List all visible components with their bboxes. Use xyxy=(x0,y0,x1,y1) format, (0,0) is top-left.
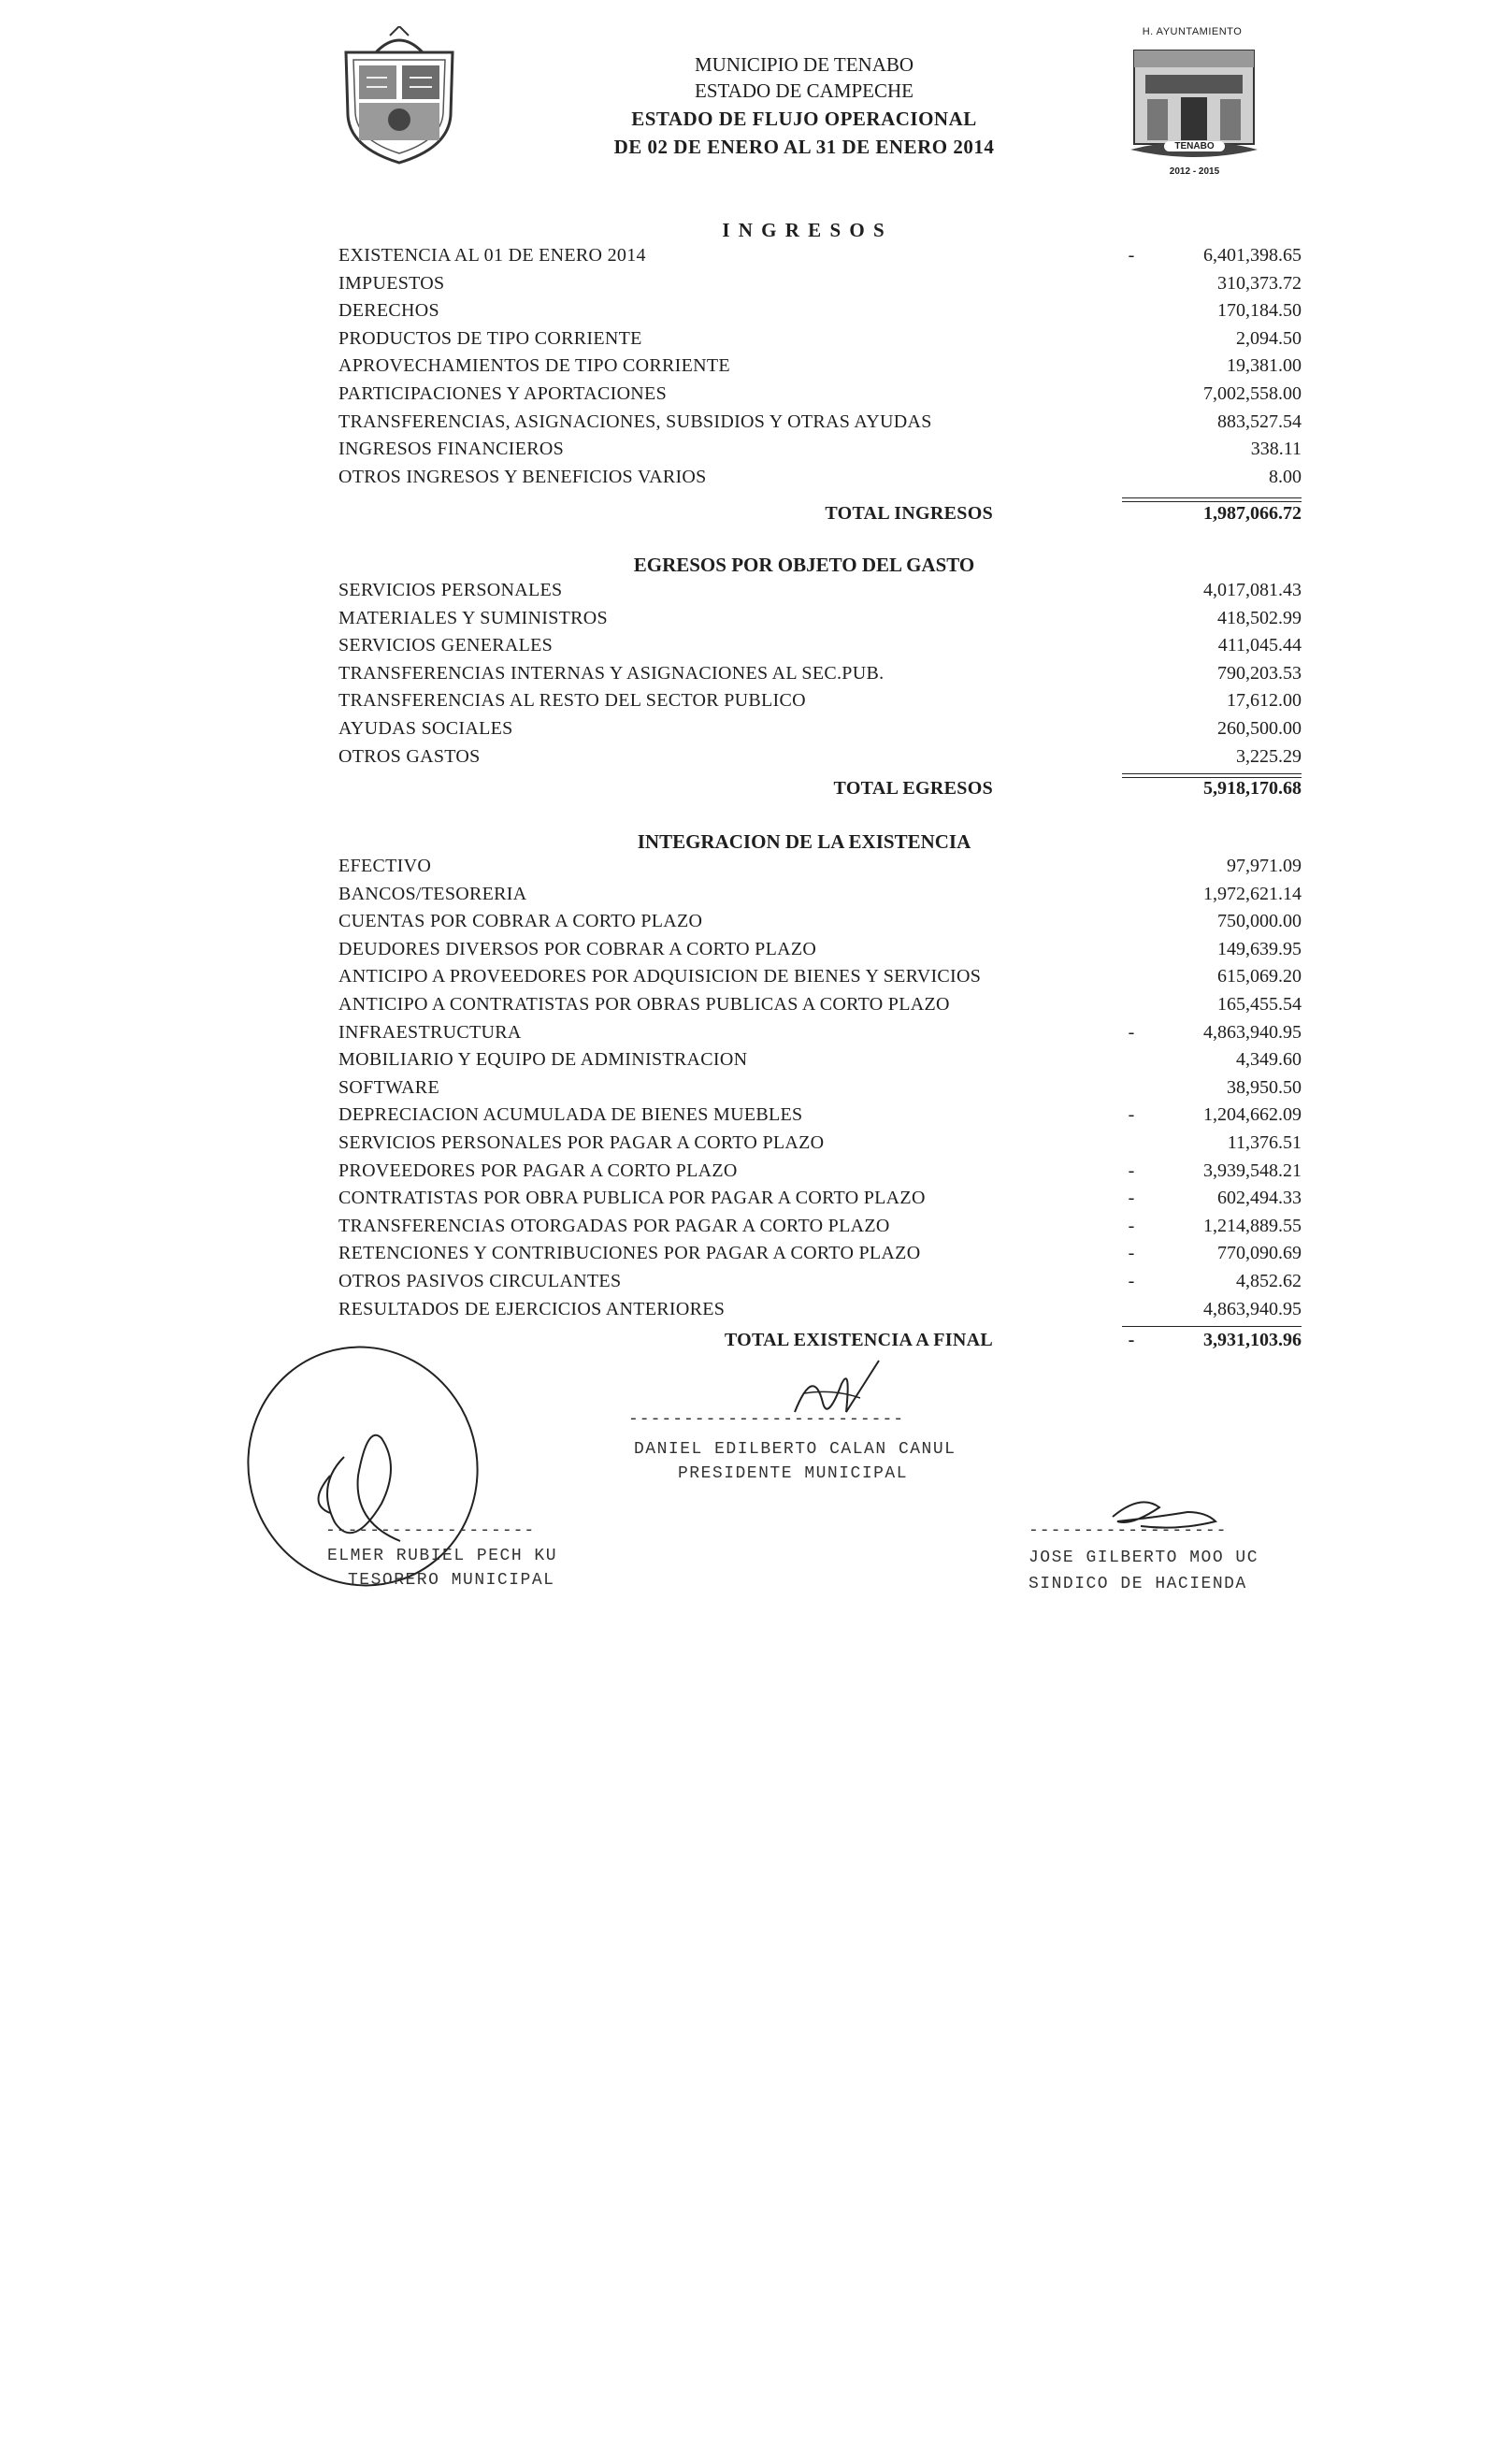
ingresos-row-label: EXISTENCIA AL 01 DE ENERO 2014 xyxy=(338,245,646,266)
ayuntamiento-period: 2012 - 2015 xyxy=(1169,166,1220,177)
egresos-row-label: OTROS GASTOS xyxy=(338,745,481,767)
integracion-row-negative-sign: - xyxy=(1128,1021,1135,1043)
ingresos-row-label: PRODUCTOS DE TIPO CORRIENTE xyxy=(338,327,642,349)
ingresos-title: I N G R E S O S xyxy=(722,219,886,241)
integracion-row xyxy=(338,1104,1302,1131)
egresos-rule-1 xyxy=(1122,773,1302,774)
integracion-row-amount: 4,863,940.95 xyxy=(1203,1298,1302,1319)
report-title: ESTADO DE FLUJO OPERACIONAL xyxy=(631,108,977,130)
integracion-row-label: SERVICIOS PERSONALES POR PAGAR A CORTO PLAZO xyxy=(338,1132,825,1153)
city-hall-logo xyxy=(1127,39,1262,180)
egresos-row xyxy=(338,663,1302,690)
integracion-row xyxy=(338,1243,1302,1270)
ingresos-row-amount: 7,002,558.00 xyxy=(1203,383,1302,404)
egresos-total-label: TOTAL EGRESOS xyxy=(833,778,993,799)
ingresos-row xyxy=(338,273,1302,300)
integracion-total-negative-sign: - xyxy=(1128,1330,1135,1350)
integracion-row-label: EFECTIVO xyxy=(338,856,432,876)
integracion-row-label: RESULTADOS DE EJERCICIOS ANTERIORES xyxy=(338,1298,726,1319)
integracion-row-amount: 1,972,621.14 xyxy=(1203,883,1302,904)
egresos-row-label: TRANSFERENCIAS INTERNAS Y ASIGNACIONES AL SEC.PUB. xyxy=(338,662,885,684)
integracion-row-amount: 97,971.09 xyxy=(1227,856,1302,876)
ingresos-row-label: IMPUESTOS xyxy=(338,272,445,294)
ingresos-row-label: OTROS INGRESOS Y BENEFICIOS VARIOS xyxy=(338,466,707,487)
integracion-row xyxy=(338,1077,1302,1104)
ingresos-total-row xyxy=(338,503,1302,533)
syndic-signature-line: ------------------ xyxy=(1028,1521,1228,1540)
integracion-total-amount: 3,931,103.96 xyxy=(1203,1330,1302,1350)
ingresos-row xyxy=(338,467,1302,494)
integracion-row-amount: 4,852.62 xyxy=(1236,1271,1302,1291)
egresos-row-label: SERVICIOS PERSONALES xyxy=(338,580,563,600)
egresos-total-row xyxy=(338,778,1302,808)
ingresos-total-label: TOTAL INGRESOS xyxy=(825,503,993,524)
integracion-row-label: MOBILIARIO Y EQUIPO DE ADMINISTRACION xyxy=(338,1049,748,1071)
egresos-row-label: AYUDAS SOCIALES xyxy=(338,718,513,739)
integracion-row-amount: 3,939,548.21 xyxy=(1203,1160,1302,1181)
ingresos-total-amount: 1,987,066.72 xyxy=(1203,503,1302,524)
integracion-row-negative-sign: - xyxy=(1128,1215,1135,1236)
integracion-row xyxy=(338,1132,1302,1160)
integracion-row-amount: 602,494.33 xyxy=(1217,1188,1302,1209)
syndic-title: SINDICO DE HACIENDA xyxy=(1028,1575,1247,1593)
integracion-row-negative-sign: - xyxy=(1128,1160,1135,1181)
integracion-row-label: TRANSFERENCIAS OTORGADAS POR PAGAR A CORTO PLAZO xyxy=(338,1215,890,1236)
integracion-row-amount: 4,349.60 xyxy=(1236,1049,1302,1071)
egresos-row xyxy=(338,690,1302,717)
integracion-row xyxy=(338,966,1302,993)
integracion-row xyxy=(338,856,1302,883)
integracion-row-amount: 4,863,940.95 xyxy=(1203,1021,1302,1043)
egresos-row-amount: 3,225.29 xyxy=(1236,745,1302,767)
integracion-title: INTEGRACION DE LA EXISTENCIA xyxy=(637,830,971,853)
ingresos-row-amount: 6,401,398.65 xyxy=(1203,245,1302,266)
ayuntamiento-banner: TENABO xyxy=(1164,141,1225,151)
integracion-rule xyxy=(1122,1326,1302,1327)
ingresos-row-label: TRANSFERENCIAS, ASIGNACIONES, SUBSIDIOS Y OTRAS AYUDAS xyxy=(338,411,932,432)
ayuntamiento-label: H. AYUNTAMIENTO xyxy=(1142,26,1243,37)
ingresos-row-amount: 338.11 xyxy=(1250,439,1302,460)
integracion-row-label: CUENTAS POR COBRAR A CORTO PLAZO xyxy=(338,911,703,932)
integracion-row xyxy=(338,911,1302,938)
ingresos-row-amount: 310,373.72 xyxy=(1217,272,1302,294)
ingresos-row xyxy=(338,328,1302,355)
integracion-row-amount: 615,069.20 xyxy=(1217,966,1302,987)
integracion-row xyxy=(338,1216,1302,1243)
integracion-row xyxy=(338,994,1302,1021)
integracion-row-label: ANTICIPO A PROVEEDORES POR ADQUISICION DE BIENES Y SERVICIOS xyxy=(338,966,982,987)
ingresos-row-label: INGRESOS FINANCIEROS xyxy=(338,439,565,460)
egresos-row xyxy=(338,580,1302,607)
ingresos-row xyxy=(338,300,1302,327)
president-title: PRESIDENTE MUNICIPAL xyxy=(678,1464,909,1483)
ingresos-row-label: DERECHOS xyxy=(338,300,439,322)
municipality-name: MUNICIPIO DE TENABO xyxy=(694,53,914,76)
egresos-row-amount: 4,017,081.43 xyxy=(1203,580,1302,600)
integracion-row xyxy=(338,1299,1302,1326)
report-period: DE 02 DE ENERO AL 31 DE ENERO 2014 xyxy=(613,136,995,158)
ingresos-row-amount: 883,527.54 xyxy=(1217,411,1302,432)
egresos-row-amount: 17,612.00 xyxy=(1227,690,1302,712)
president-name: DANIEL EDILBERTO CALAN CANUL xyxy=(634,1440,957,1459)
integracion-row-amount: 165,455.54 xyxy=(1217,994,1302,1015)
integracion-row-label: ANTICIPO A CONTRATISTAS POR OBRAS PUBLICAS A CORTO PLAZO xyxy=(338,994,950,1015)
ingresos-rule-2 xyxy=(1122,501,1302,502)
integracion-row-label: OTROS PASIVOS CIRCULANTES xyxy=(338,1271,622,1291)
integracion-row-amount: 770,090.69 xyxy=(1217,1243,1302,1264)
integracion-row xyxy=(338,1049,1302,1076)
egresos-row xyxy=(338,608,1302,635)
ingresos-row-label: PARTICIPACIONES Y APORTACIONES xyxy=(338,383,667,404)
ingresos-row xyxy=(338,439,1302,466)
integracion-row-negative-sign: - xyxy=(1128,1271,1135,1291)
integracion-row-negative-sign: - xyxy=(1128,1188,1135,1209)
ingresos-row xyxy=(338,411,1302,439)
ingresos-rule-1 xyxy=(1122,497,1302,498)
integracion-row-amount: 1,204,662.09 xyxy=(1203,1104,1302,1126)
egresos-row-amount: 411,045.44 xyxy=(1217,635,1302,656)
egresos-title: EGRESOS POR OBJETO DEL GASTO xyxy=(633,554,975,576)
integracion-row-negative-sign: - xyxy=(1128,1243,1135,1264)
integracion-row-label: CONTRATISTAS POR OBRA PUBLICA POR PAGAR A CORTO PLAZO xyxy=(338,1188,926,1209)
integracion-row-label: PROVEEDORES POR PAGAR A CORTO PLAZO xyxy=(338,1160,738,1181)
integracion-row xyxy=(338,1188,1302,1215)
ingresos-row xyxy=(338,383,1302,411)
integracion-row xyxy=(338,1271,1302,1298)
integracion-row-amount: 38,950.50 xyxy=(1227,1076,1302,1098)
ingresos-row-amount: 2,094.50 xyxy=(1236,327,1302,349)
city-hall-building-icon xyxy=(1127,39,1262,180)
integracion-row-label: SOFTWARE xyxy=(338,1076,439,1098)
ingresos-row-amount: 8.00 xyxy=(1269,466,1302,487)
egresos-row-label: TRANSFERENCIAS AL RESTO DEL SECTOR PUBLICO xyxy=(338,690,806,712)
ingresos-row-amount: 19,381.00 xyxy=(1227,355,1302,377)
syndic-name: JOSE GILBERTO MOO UC xyxy=(1028,1549,1259,1567)
integracion-row-label: DEUDORES DIVERSOS POR COBRAR A CORTO PLAZO xyxy=(338,938,817,959)
president-signature-line: ------------------------- xyxy=(628,1410,905,1429)
egresos-row xyxy=(338,746,1302,773)
integracion-row-label: BANCOS/TESORERIA xyxy=(338,883,527,904)
integracion-row-amount: 11,376.51 xyxy=(1227,1132,1302,1153)
integracion-row-label: RETENCIONES Y CONTRIBUCIONES POR PAGAR A CORTO PLAZO xyxy=(338,1243,921,1264)
egresos-row-amount: 418,502.99 xyxy=(1217,607,1302,628)
egresos-total-amount: 5,918,170.68 xyxy=(1203,778,1302,799)
integracion-row xyxy=(338,884,1302,911)
ingresos-row-label: APROVECHAMIENTOS DE TIPO CORRIENTE xyxy=(338,355,730,377)
ingresos-row-negative-sign: - xyxy=(1128,245,1135,266)
integracion-row xyxy=(338,1160,1302,1188)
municipal-crest-logo xyxy=(338,26,460,166)
treasurer-title: TESORERO MUNICIPAL xyxy=(348,1571,555,1590)
state-name: ESTADO DE CAMPECHE xyxy=(695,79,913,102)
treasurer-name: ELMER RUBIEL PECH KU xyxy=(327,1547,558,1565)
integracion-row-amount: 149,639.95 xyxy=(1217,938,1302,959)
integracion-row xyxy=(338,1022,1302,1049)
integracion-row xyxy=(338,939,1302,966)
integracion-row-label: INFRAESTRUCTURA xyxy=(338,1021,522,1043)
egresos-row-amount: 790,203.53 xyxy=(1217,662,1302,684)
ingresos-row xyxy=(338,245,1302,272)
egresos-row-label: MATERIALES Y SUMINISTROS xyxy=(338,607,608,628)
egresos-row-label: SERVICIOS GENERALES xyxy=(338,635,554,656)
egresos-row xyxy=(338,718,1302,745)
integracion-row-amount: 1,214,889.55 xyxy=(1203,1215,1302,1236)
integracion-total-label: TOTAL EXISTENCIA A FINAL xyxy=(724,1330,993,1350)
integracion-row-label: DEPRECIACION ACUMULADA DE BIENES MUEBLES xyxy=(338,1104,803,1126)
treasurer-signature-line: ------------------- xyxy=(325,1521,536,1540)
ingresos-row xyxy=(338,355,1302,382)
egresos-row-amount: 260,500.00 xyxy=(1217,718,1302,739)
ingresos-row-amount: 170,184.50 xyxy=(1217,300,1302,322)
integracion-row-negative-sign: - xyxy=(1128,1104,1135,1126)
integracion-row-amount: 750,000.00 xyxy=(1217,911,1302,932)
egresos-row xyxy=(338,635,1302,662)
